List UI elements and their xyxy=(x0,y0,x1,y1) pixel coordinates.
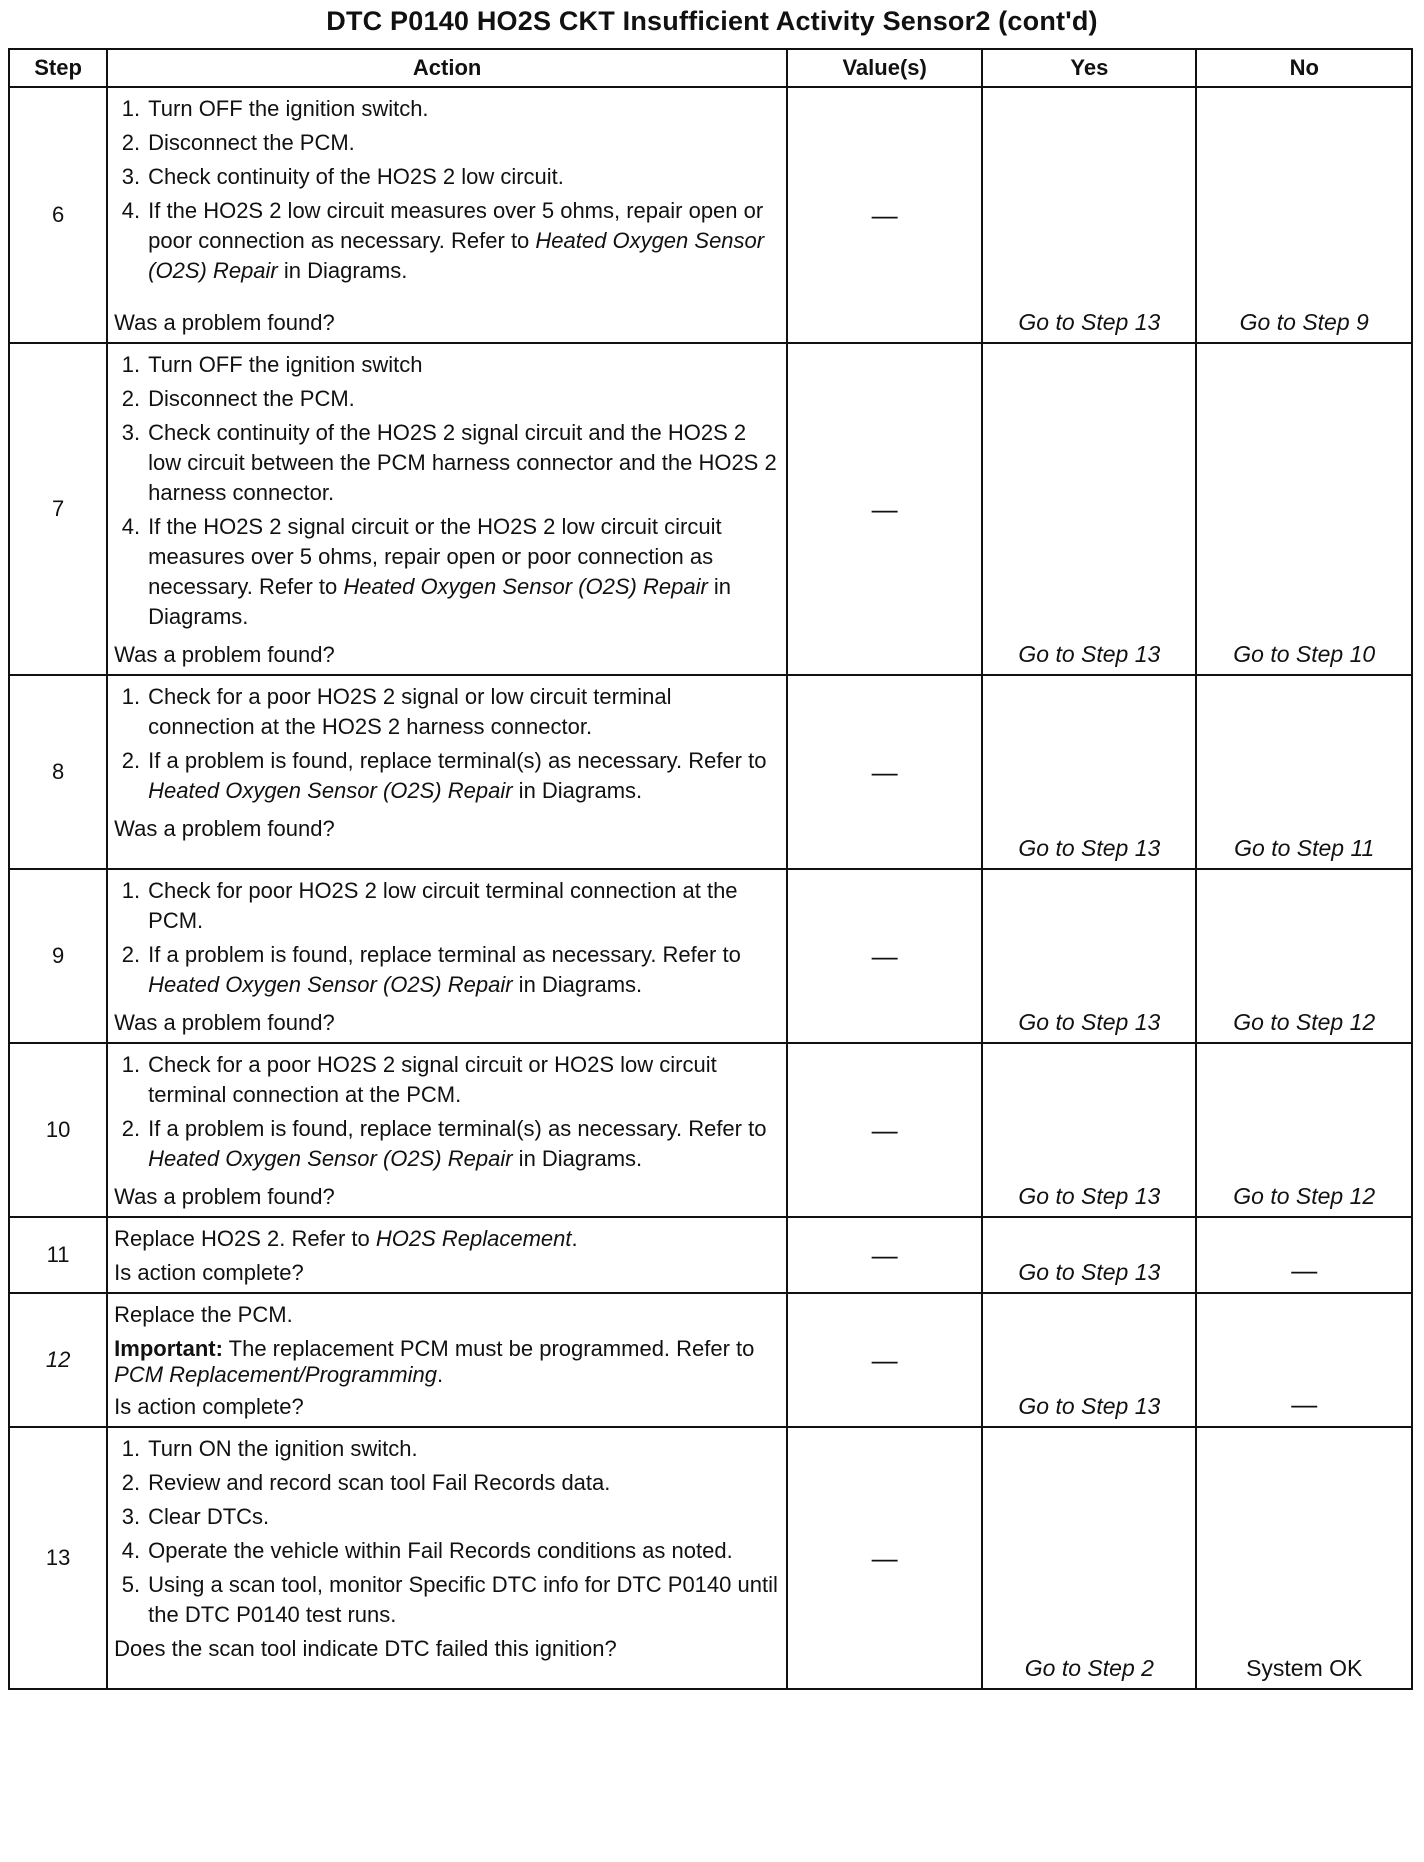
header-action: Action xyxy=(107,49,787,87)
action-text: Replace HO2S 2. Refer to HO2S Replacement. xyxy=(114,1226,578,1251)
no-cell: — xyxy=(1196,1293,1412,1427)
no-cell: — xyxy=(1196,1217,1412,1293)
table-row xyxy=(9,1427,1412,1689)
action-cell xyxy=(107,87,787,343)
header-row xyxy=(9,49,1412,87)
list-item: 2. If a problem is found, replace terminal(s) as necessary. Refer to Heated Oxygen Sensor (O2S) Repair in Diagrams. xyxy=(121,748,767,803)
yes-cell: Go to Step 13 xyxy=(982,675,1196,869)
yes-cell: Go to Step 13 xyxy=(982,1217,1196,1293)
step-number: 12 xyxy=(9,1293,107,1427)
action-cell xyxy=(107,1043,787,1217)
table-row xyxy=(9,869,1412,1043)
list-item: 3. Check continuity of the HO2S 2 low circuit. xyxy=(121,164,564,189)
list-item: 1. Check for a poor HO2S 2 signal or low circuit terminal connection at the HO2S 2 harness connector. xyxy=(121,684,672,739)
list-item: 3. Clear DTCs. xyxy=(121,1504,270,1529)
list-item: 1. Check for a poor HO2S 2 signal circuit or HO2S low circuit terminal connection at the PCM. xyxy=(121,1052,717,1107)
step-number: 9 xyxy=(9,869,107,1043)
header-yes: Yes xyxy=(982,49,1196,87)
no-cell: Go to Step 12 xyxy=(1196,869,1412,1043)
action-text: Replace the PCM. xyxy=(114,1302,293,1327)
list-item: 2. If a problem is found, replace terminal as necessary. Refer to Heated Oxygen Sensor (O2S) Repair in Diagrams. xyxy=(121,942,741,997)
value-cell: — xyxy=(787,87,982,343)
table-row xyxy=(9,1217,1412,1293)
action-cell xyxy=(107,1217,787,1293)
list-item: 4. Operate the vehicle within Fail Records conditions as noted. xyxy=(121,1538,733,1563)
step-number: 8 xyxy=(9,675,107,869)
header-no: No xyxy=(1196,49,1412,87)
value-cell: — xyxy=(787,1043,982,1217)
table-row xyxy=(9,87,1412,343)
table-row xyxy=(9,1293,1412,1427)
action-cell xyxy=(107,675,787,869)
list-item: 2. Disconnect the PCM. xyxy=(121,386,355,411)
action-cell xyxy=(107,869,787,1043)
list-item: 1. Check for poor HO2S 2 low circuit terminal connection at the PCM. xyxy=(121,878,738,933)
question: Was a problem found? xyxy=(114,1010,335,1035)
value-cell: — xyxy=(787,1217,982,1293)
step-number: 11 xyxy=(9,1217,107,1293)
page-title: DTC P0140 HO2S CKT Insufficient Activity Sensor2 (cont'd) xyxy=(326,6,1098,36)
action-cell xyxy=(107,1427,787,1689)
diagnostic-table xyxy=(8,48,1413,1690)
table-row xyxy=(9,1043,1412,1217)
question: Is action complete? xyxy=(114,1394,304,1419)
value-cell: — xyxy=(787,1427,982,1689)
yes-cell: Go to Step 13 xyxy=(982,869,1196,1043)
header-step: Step xyxy=(9,49,107,87)
question: Is action complete? xyxy=(114,1260,304,1285)
yes-cell: Go to Step 13 xyxy=(982,343,1196,675)
list-item: 3. Check continuity of the HO2S 2 signal circuit and the HO2S 2 low circuit between the PCM harness connector and the HO2S 2 harness connector. xyxy=(121,420,777,505)
question: Does the scan tool indicate DTC failed this ignition? xyxy=(114,1636,617,1661)
yes-cell: Go to Step 13 xyxy=(982,87,1196,343)
list-item: 2. If a problem is found, replace terminal(s) as necessary. Refer to Heated Oxygen Sensor (O2S) Repair in Diagrams. xyxy=(121,1116,767,1171)
no-cell: Go to Step 9 xyxy=(1196,87,1412,343)
yes-cell: Go to Step 2 xyxy=(982,1427,1196,1689)
list-item: 2. Disconnect the PCM. xyxy=(121,130,355,155)
question: Was a problem found? xyxy=(114,310,335,335)
table-row xyxy=(9,675,1412,869)
question: Was a problem found? xyxy=(114,1184,335,1209)
list-item: 4. If the HO2S 2 signal circuit or the HO2S 2 low circuit circuit measures over 5 ohms, repair open or poor connection as necessary. Refer to Heated Oxygen Sensor (O2S) Repair in Diagrams. xyxy=(121,514,732,629)
action-cell xyxy=(107,1293,787,1427)
question: Was a problem found? xyxy=(114,642,335,667)
no-cell: System OK xyxy=(1196,1427,1412,1689)
important-note: Important: The replacement PCM must be programmed. Refer to PCM Replacement/Programming. xyxy=(114,1336,755,1387)
value-cell: — xyxy=(787,675,982,869)
list-item: 1. Turn OFF the ignition switch xyxy=(121,352,423,377)
reference-link-text: HO2S Replacement xyxy=(375,1226,572,1251)
value-cell: — xyxy=(787,1293,982,1427)
yes-cell: Go to Step 13 xyxy=(982,1043,1196,1217)
table-row xyxy=(9,343,1412,675)
no-cell: Go to Step 10 xyxy=(1196,343,1412,675)
no-cell: Go to Step 11 xyxy=(1196,675,1412,869)
list-item: 2. Review and record scan tool Fail Records data. xyxy=(121,1470,611,1495)
list-item: 4. If the HO2S 2 low circuit measures over 5 ohms, repair open or poor connection as necessary. Refer to Heated Oxygen Sensor (O2S) Repair in Diagrams. xyxy=(121,198,765,283)
step-number: 10 xyxy=(9,1043,107,1217)
action-cell xyxy=(107,343,787,675)
step-number: 6 xyxy=(9,87,107,343)
step-number: 13 xyxy=(9,1427,107,1689)
list-item: 5. Using a scan tool, monitor Specific DTC info for DTC P0140 until the DTC P0140 test runs. xyxy=(121,1572,778,1627)
header-values: Value(s) xyxy=(787,49,982,87)
no-cell: Go to Step 12 xyxy=(1196,1043,1412,1217)
value-cell: — xyxy=(787,343,982,675)
value-cell: — xyxy=(787,869,982,1043)
list-item: 1. Turn OFF the ignition switch. xyxy=(121,96,429,121)
yes-cell: Go to Step 13 xyxy=(982,1293,1196,1427)
question: Was a problem found? xyxy=(114,816,335,841)
step-number: 7 xyxy=(9,343,107,675)
list-item: 1. Turn ON the ignition switch. xyxy=(121,1436,418,1461)
